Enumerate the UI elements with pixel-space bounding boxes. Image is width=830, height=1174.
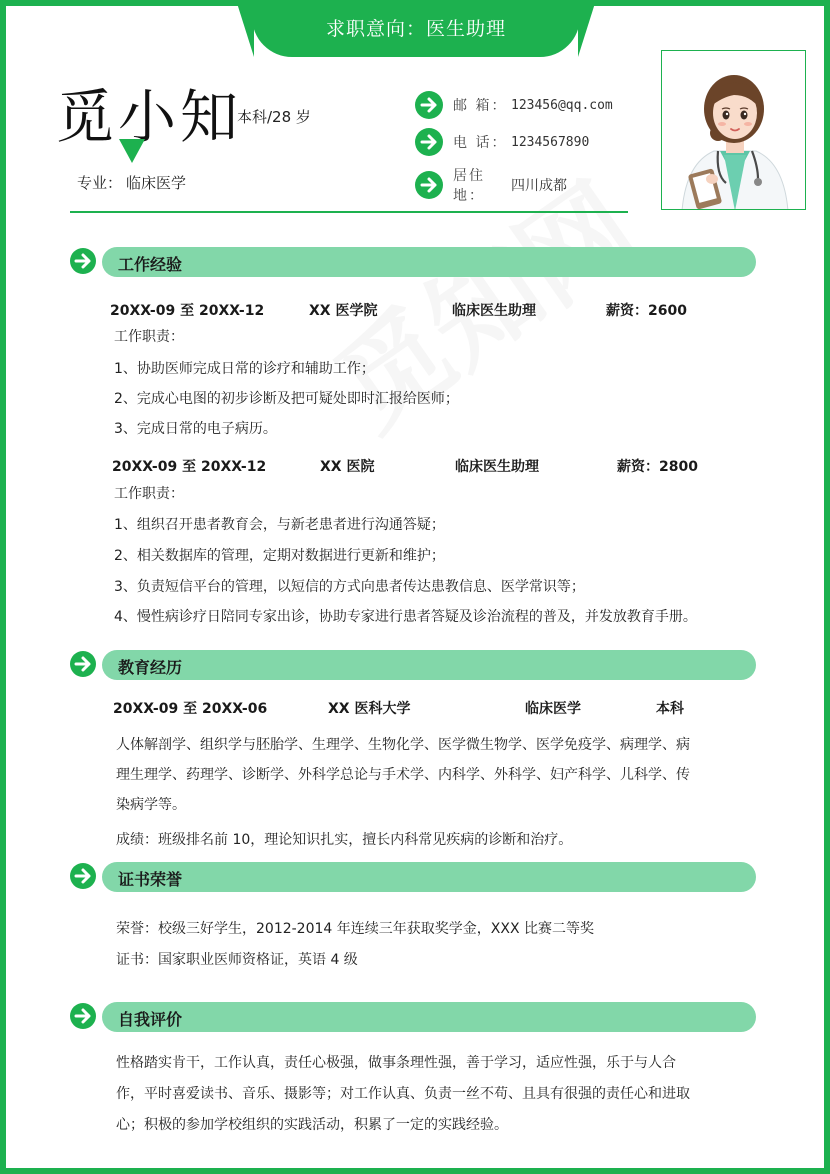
triangle-marker-icon — [119, 139, 145, 163]
phone-value: 1234567890 — [511, 134, 590, 150]
job2-period: 20XX-09 至 20XX-12 — [112, 459, 267, 475]
section-work-title: 工作经验 — [118, 255, 183, 274]
job1-duty-label: 工作职责： — [114, 329, 184, 345]
edu-courses-line: 理生理学、药理学、诊断学、外科学总论与手术学、内科学、外科学、妇产科学、儿科学、传 — [116, 767, 690, 783]
job2-duty: 1、组织召开患者教育会，与新老患者进行沟通答疑； — [114, 517, 445, 533]
section-self-title: 自我评价 — [118, 1010, 183, 1029]
cert-text: 证书：国家职业医师资格证，英语 4 级 — [116, 952, 358, 968]
section-self-header — [70, 1002, 756, 1032]
job2-duty-label: 工作职责： — [114, 486, 184, 502]
section-education-header — [70, 650, 756, 680]
job1-duty: 3、完成日常的电子病历。 — [114, 421, 277, 437]
arrow-right-icon — [70, 248, 96, 274]
header-divider — [70, 211, 628, 213]
objective-tab — [252, 0, 580, 57]
section-education-title: 教育经历 — [118, 658, 183, 677]
edu-degree: 本科 — [656, 701, 684, 717]
section-honors-title: 证书荣誉 — [118, 870, 183, 889]
edu-major: 临床医学 — [525, 701, 581, 717]
edu-period: 20XX-09 至 20XX-06 — [113, 701, 268, 717]
address-value: 四川成都 — [511, 178, 567, 194]
job1-company: XX 医学院 — [309, 303, 378, 319]
job2-duty: 3、负责短信平台的管理，以短信的方式向患者传达患教信息、医学常识等； — [114, 579, 585, 595]
objective-text: 求职意向：医生助理 — [325, 18, 506, 40]
job2-company: XX 医院 — [320, 459, 375, 475]
edu-grades: 成绩：班级排名前 10，理论知识扎实，擅长内科常见疾病的诊断和治疗。 — [116, 832, 573, 848]
candidate-name: 觅小知 — [56, 83, 243, 151]
email-value: 123456@qq.com — [511, 97, 613, 113]
self-eval-line: 性格踏实肯干，工作认真，责任心极强，做事条理性强，善于学习，适应性强，乐于与人合 — [116, 1055, 676, 1071]
job2-duty: 4、慢性病诊疗日陪同专家出诊，协助专家进行患者答疑及诊治流程的普及，并发放教育手册。 — [114, 609, 697, 625]
contact-address — [415, 165, 567, 205]
job1-position: 临床医生助理 — [452, 303, 536, 319]
section-work-header — [70, 247, 756, 277]
job2-salary: 薪资：2800 — [617, 459, 698, 475]
section-honors-header — [70, 862, 756, 892]
email-label: 邮 箱： — [453, 98, 508, 114]
self-eval-line: 心；积极的参加学校组织的实践活动，积累了一定的实践经验。 — [116, 1117, 508, 1133]
major-label: 专业： — [77, 174, 123, 192]
arrow-right-icon — [415, 91, 443, 119]
self-eval-line: 作，平时喜爱读书、音乐、摄影等；对工作认真、负责一丝不苟、且具有很强的责任心和进取 — [116, 1086, 690, 1102]
contact-phone — [415, 128, 589, 156]
job2-duty: 2、相关数据库的管理，定期对数据进行更新和维护； — [114, 548, 445, 564]
arrow-right-icon — [70, 1003, 96, 1029]
arrow-right-icon — [415, 128, 443, 156]
arrow-right-icon — [70, 651, 96, 677]
profile-photo — [661, 50, 806, 210]
age-education: 本科/28 岁 — [237, 108, 311, 126]
honor-text: 荣誉：校级三好学生，2012-2014 年连续三年获取奖学金，XXX 比赛二等奖 — [116, 921, 594, 937]
job1-salary: 薪资：2600 — [606, 303, 687, 319]
arrow-right-icon — [70, 863, 96, 889]
major-value: 临床医学 — [126, 174, 187, 192]
arrow-right-icon — [415, 171, 443, 199]
job1-period: 20XX-09 至 20XX-12 — [110, 303, 265, 319]
edu-school: XX 医科大学 — [328, 701, 411, 717]
job1-duty: 2、完成心电图的初步诊断及把可疑处即时汇报给医师； — [114, 391, 459, 407]
edu-courses-line: 人体解剖学、组织学与胚胎学、生理学、生物化学、医学微生物学、医学免疫学、病理学、病 — [116, 737, 690, 753]
major — [77, 172, 186, 193]
phone-label: 电 话： — [453, 135, 508, 151]
job1-duty: 1、协助医师完成日常的诊疗和辅助工作； — [114, 361, 375, 377]
contact-email — [415, 91, 613, 119]
address-label: 居住地： — [453, 168, 485, 204]
job2-position: 临床医生助理 — [455, 459, 539, 475]
edu-courses-line: 染病学等。 — [116, 797, 186, 813]
